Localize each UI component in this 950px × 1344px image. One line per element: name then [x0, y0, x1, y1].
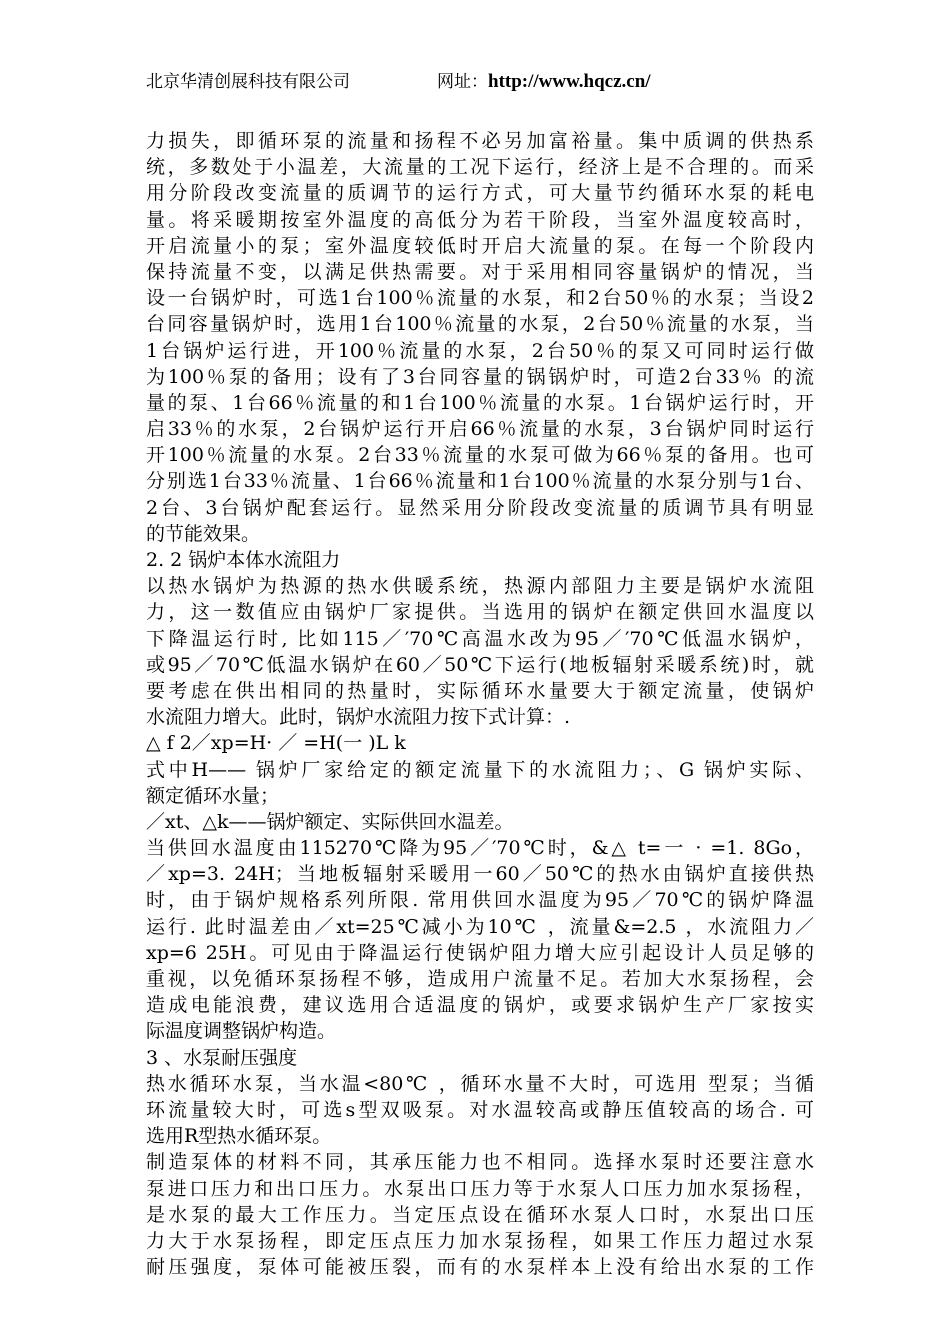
body-line: 统，多数处于小温差，大流量的工况下运行，经济上是不合理的。而采 — [146, 156, 814, 179]
body-line: 设一台锅炉时，可选1台100％流量的水泵，和2台50％的水泵；当设2 — [146, 287, 814, 310]
body-line: 台同容量锅炉时，选用1台100％流量的水泵，2台50％流量的水泵，当 — [146, 313, 814, 336]
body-line: 耐压强度，泵体可能被压裂，而有的水泵样本上没有给出水泵的工作 — [146, 1256, 814, 1279]
body-line: 保持流量不变，以满足供热需要。对于采用相同容量锅炉的情况，当 — [146, 260, 814, 283]
header-website-label: 网址： — [437, 72, 488, 92]
body-line: 开启流量小的泵；室外温度较低时开启大流量的泵。在每一个阶段内 — [146, 234, 814, 257]
body-line: 泵进口压力和出口压力。水泵出口压力等于水泵人口压力加水泵扬程， — [146, 1177, 814, 1200]
body-line: 际温度调整锅炉构造。 — [146, 1020, 337, 1043]
body-line: 额定循环水量； — [146, 784, 280, 807]
body-line: 选用R型热水循环泵。 — [146, 1125, 332, 1148]
body-line: 用分阶段改变流量的质调节的运行方式，可大量节约循环水泵的耗电 — [146, 182, 814, 205]
body-line: 式中H—— 锅炉厂家给定的额定流量下的水流阻力；、G 锅炉实际、 — [146, 758, 814, 781]
body-line: 力损失，即循环泵的流量和扬程不必另加富裕量。集中质调的供热系 — [146, 130, 814, 152]
header-website-url: http://www.hqcz.cn/ — [488, 71, 651, 92]
body-line: 启33％的水泵，2台锅炉运行开启66％流量的水泵，3台锅炉同时运行 — [146, 418, 814, 441]
body-line: 开100％流量的水泵。2台33％流量的水泵可做为66％泵的备用。也可 — [146, 444, 814, 467]
body-line: 水流阻力增大。此时，锅炉水流阻力按下式计算：. — [146, 706, 571, 729]
section-heading: 3 、水泵耐压强度 — [146, 1046, 298, 1069]
document-body — [146, 128, 814, 1280]
header-website — [437, 68, 651, 96]
body-line: 的节能效果。 — [146, 522, 261, 545]
body-line: 分别选1台33％流量、1台66％流量和1台100％流量的水泵分别与1台、 — [146, 470, 814, 493]
body-line: 1台锅炉运行进，开100％流量的水泵，2台50％的泵又可同时运行做 — [146, 339, 814, 362]
body-line: 力大于水泵扬程，即定压点压力加水泵扬程，如果工作压力超过水泵 — [146, 1229, 814, 1252]
body-line: 或95／70℃低温水锅炉在60／50℃下运行(地板辐射采暖系统)时，就 — [146, 653, 814, 676]
header-company-name: 北京华清创展科技有限公司 — [146, 72, 350, 92]
body-line: 以热水锅炉为热源的热水供暖系统，热源内部阻力主要是锅炉水流阻 — [146, 575, 814, 598]
body-line: xp=6 25H。可见由于降温运行使锅炉阻力增大应引起设计人员足够的 — [146, 941, 814, 964]
body-line: 造成电能浪费，建议选用合适温度的锅炉，或要求锅炉生产厂家按实 — [146, 994, 814, 1017]
page-header — [146, 68, 846, 96]
body-line: 是水泵的最大工作压力。当定压点设在循环水泵人口时，水泵出口压 — [146, 1203, 814, 1226]
body-line: 力，这一数值应由锅炉厂家提供。当选用的锅炉在额定供回水温度以 — [146, 601, 814, 624]
body-line: 环流量较大时，可选s型双吸泵。对水温较高或静压值较高的场合. 可 — [146, 1098, 814, 1121]
body-line: ／xp=3. 24H；当地板辐射采暖用一60／50℃的热水由锅炉直接供热 — [146, 863, 814, 886]
body-line: 重视，以免循环泵扬程不够，造成用户流量不足。若加大水泵扬程，会 — [146, 968, 814, 990]
formula-line: △ f 2／xp=H· ／ =H(一 )L k — [146, 732, 406, 755]
body-line: 当供回水温度由115270℃降为95／′70℃时，&△ t=一 · =1. 8Go， — [146, 837, 814, 860]
body-line: 运行. 此时温差由／xt=25℃减小为10℃ ，流量&=2.5 ，水流阻力／ — [146, 915, 814, 938]
body-line: 制造泵体的材料不同，其承压能力也不相同。选择水泵时还要注意水 — [146, 1151, 814, 1174]
body-line: 时，由于锅炉规格系列所限. 常用供回水温度为95／70℃的锅炉降温 — [146, 889, 814, 912]
body-line: ／xt、△k——锅炉额定、实际供回水温差。 — [146, 810, 514, 833]
section-heading: 2. 2 锅炉本体水流阻力 — [146, 549, 341, 571]
body-line: 量。将采暖期按室外温度的高低分为若干阶段，当室外温度较高时， — [146, 208, 814, 231]
body-line: 要考虑在供出相同的热量时，实际循环水量要大于额定流量，使锅炉 — [146, 679, 814, 702]
body-line: 下降温运行时, 比如115／′70℃高温水改为95／′70℃低温水锅炉， — [146, 627, 814, 650]
body-line: 热水循环水泵，当水温<80℃ ，循环水量不大时，可选用 型泵；当循 — [146, 1072, 814, 1095]
body-line: 为100％泵的备用；设有了3台同容量的锅锅炉时，可造2台33％ 的流 — [146, 365, 814, 388]
body-line: 2台、3台锅炉配套运行。显然采用分阶段改变流量的质调节具有明显 — [146, 496, 814, 519]
body-line: 量的泵、1台66％流量的和1台100％流量的水泵。1台锅炉运行时，开 — [146, 391, 814, 414]
